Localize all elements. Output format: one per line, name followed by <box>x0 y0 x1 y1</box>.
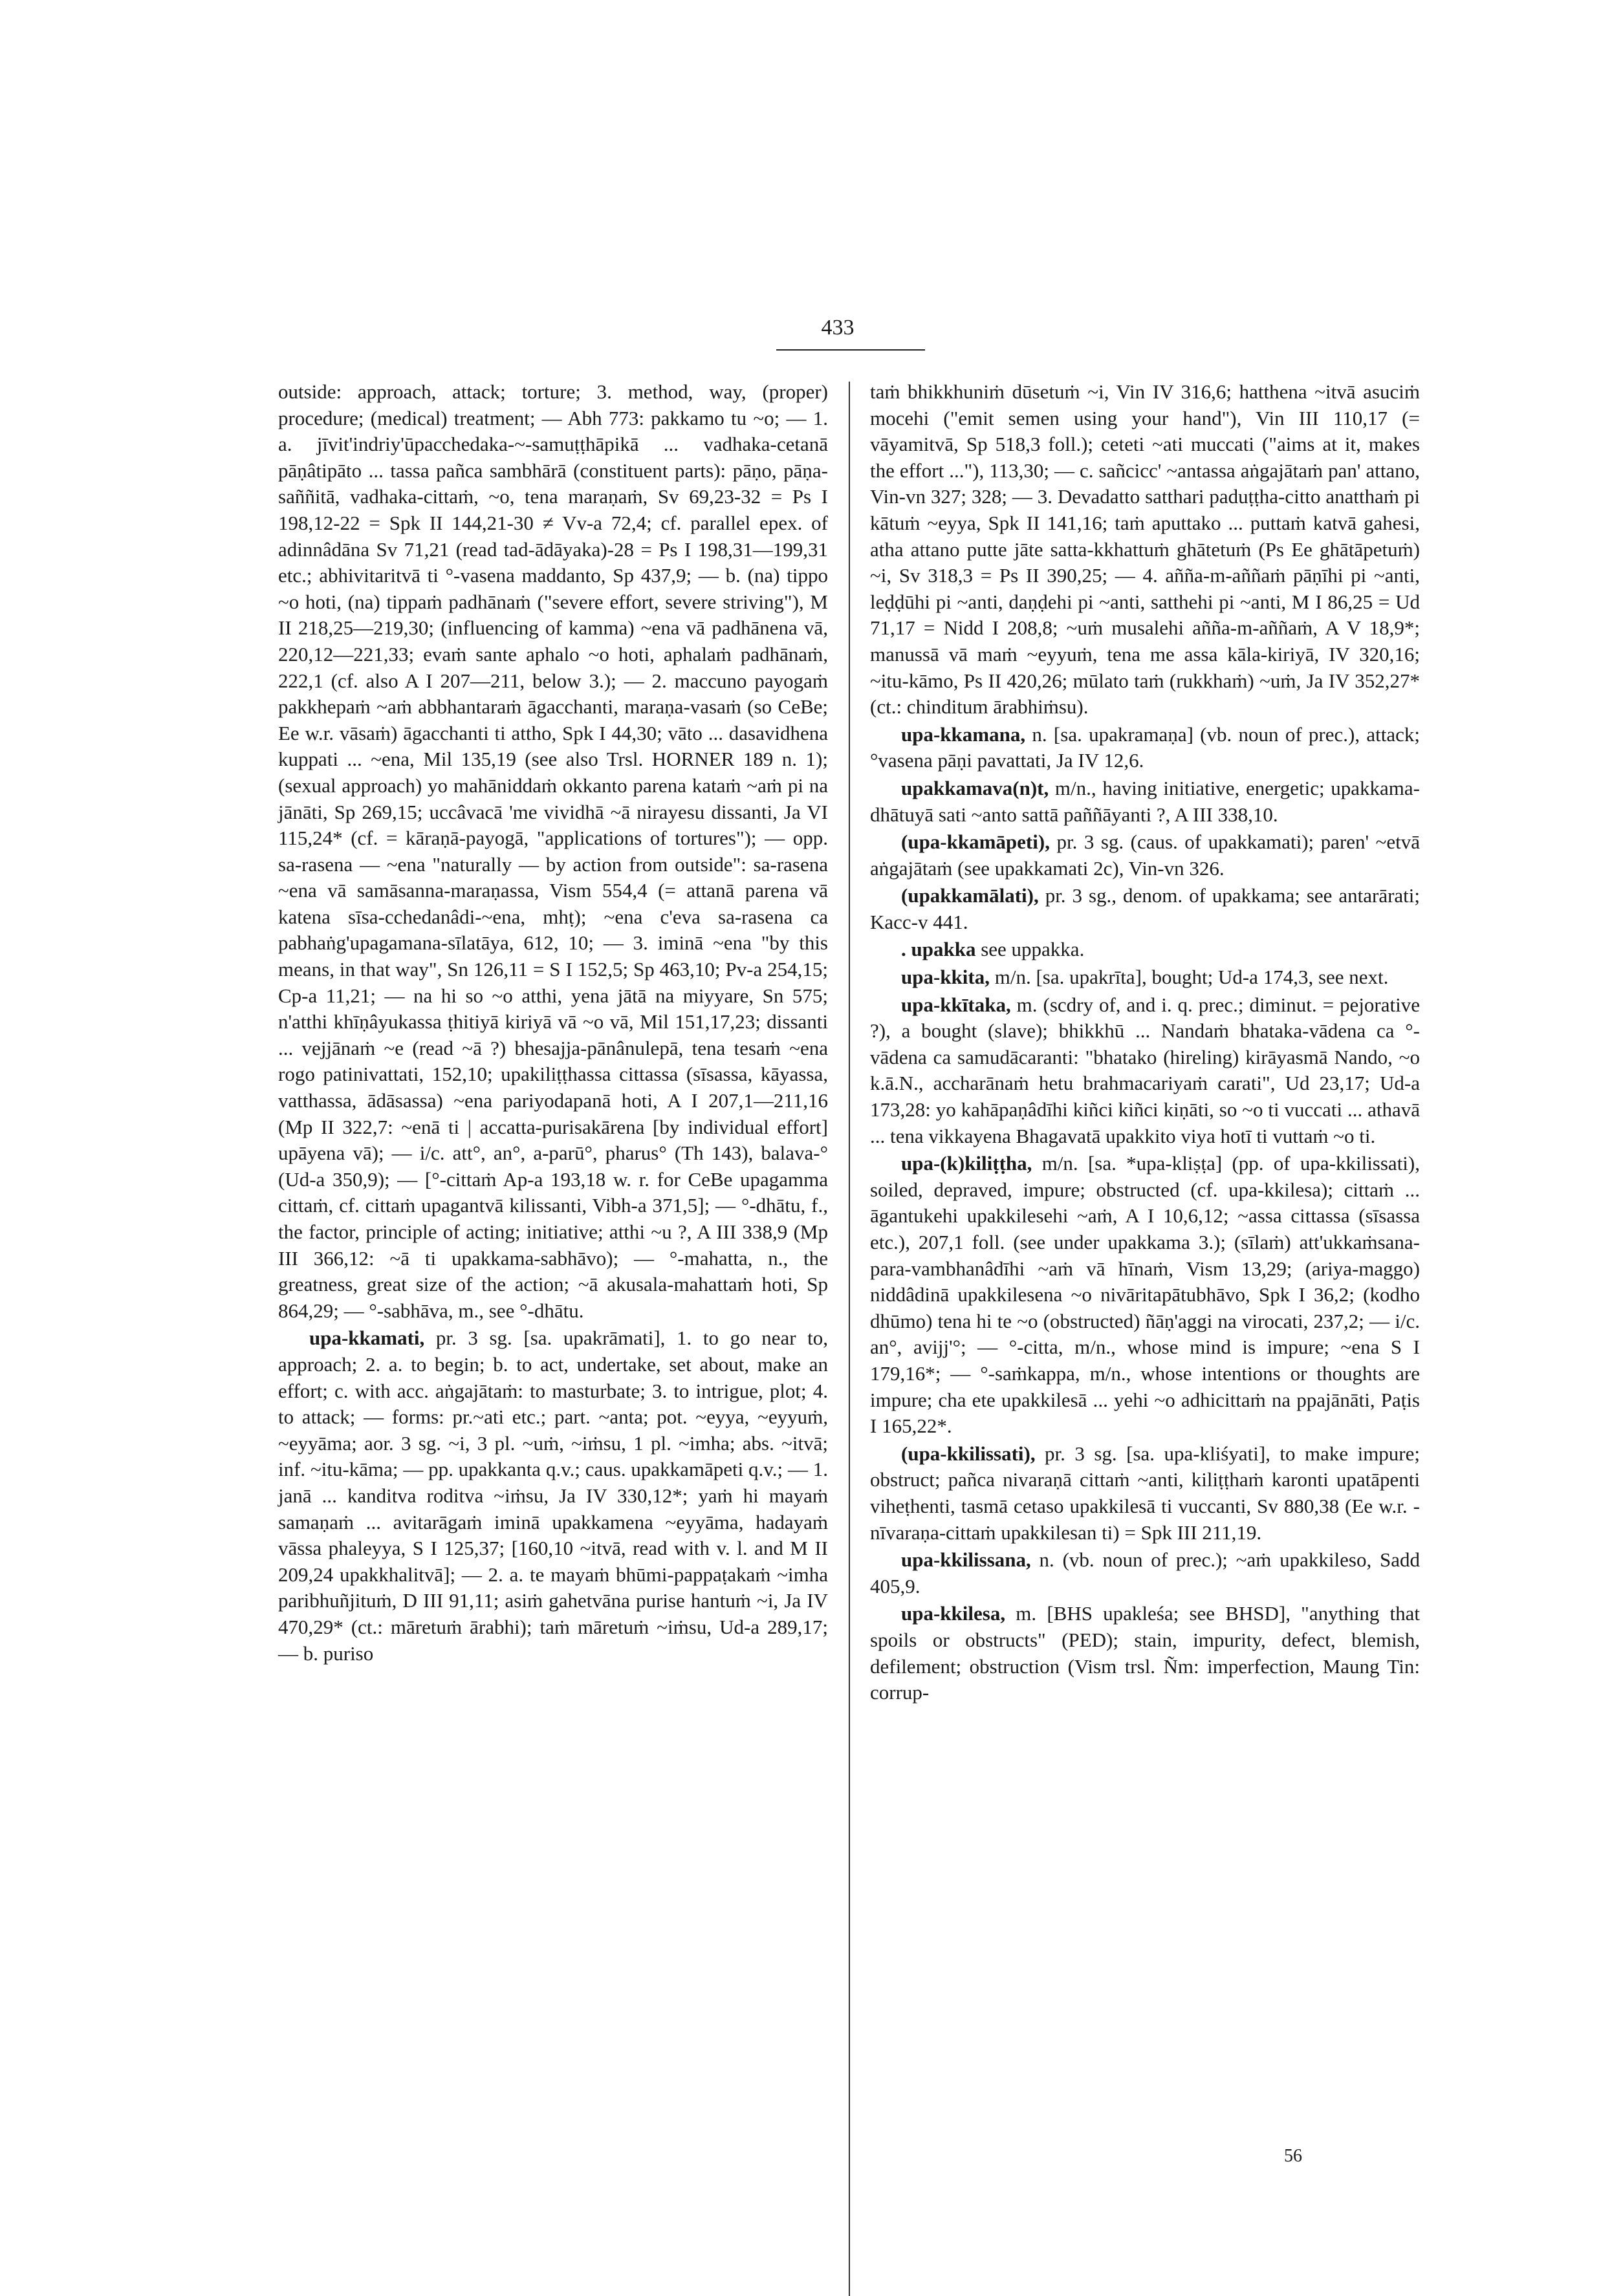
entry-text: m. [BHS upakleśa; see BHSD], "anything that spoils or obstructs" (PED); stain, impurity, defect, blemish, defilement; obstruction (Vism trsl. Ñm: imperfection, Maung Tin: corrup- <box>870 1602 1420 1704</box>
entry-headword: upa-(k)kiliṭṭha, <box>901 1152 1032 1175</box>
entry-text: n. [sa. upakramaṇa] (vb. noun of prec.), attack; °vasena pāṇi pavattati, Ja IV 12,6. <box>870 722 1420 772</box>
dictionary-entry <box>870 722 1420 774</box>
entry-headword: upa-kkilesa, <box>901 1602 1006 1625</box>
right-column <box>870 379 1420 1707</box>
entry-text: outside: approach, attack; torture; 3. method, way, (proper) procedure; (medical) treatment; — Abh 773: pakkamo tu ~o; — 1. a. jīvit'indriy'ūpacchedaka-~-samuṭṭhāpikā ... vadhaka-cetanā pāṇâtipāto ... tassa pañca sambhārā (constituent parts): pāṇo, pāṇa-saññitā, vadhaka-cittaṁ, ~o, tena maraṇaṁ, Sv 69,23-32 = Ps I 198,12-22 = Spk II 144,21-30 ≠ Vv-a 72,4; cf. parallel epex. of adinnâdāna Sv 71,21 (read tad-ādāyaka)-28 = Ps I 198,31—199,31 etc.; abhivitaritvā ti °-vasena maddanto, Sp 437,9; — b. (na) tippo ~o hoti, (na) tippaṁ padhānaṁ ("severe effort, severe striving"), M II 218,25—219,30; (influencing of kamma) ~ena vā padhānena vā, 220,12—221,33; evaṁ sante aphalo ~o hoti, aphalaṁ padhānaṁ, 222,1 (cf. also A I 207—211, below 3.); — 2. maccuno payogaṁ pakkhepaṁ ~aṁ abbhantaraṁ āgacchanti, maraṇa-vasaṁ (so CeBe; Ee w.r. vāsaṁ) āgacchanti ti attho, Spk I 44,30; vāto ... dasavidhena kuppati ... ~ena, Mil 135,19 (see also Trsl. HORNER 189 n. 1); (sexual approach) yo mahāniddaṁ okkanto parena kataṁ ~aṁ pi na jānāti, Sp 269,15; uccâvacā 'me vividhā ~ā nirayesu dissanti, Ja VI 115,24* (cf. = kāraṇā-payogā, "applications of tortures"); — opp. sa-rasena — ~ena "naturally — by action from outside": sa-rasena ~ena vā samāsanna-maraṇassa, Vism 554,4 (= attanā parena vā katena sīsa-cchedanâdi-~ena, mhṭ); ~ena c'eva sa-rasena ca pabhaṅg'upagamana-sīlatāya, 612, 10; — 3. iminā ~ena "by this means, in that way", Sn 126,11 = S I 152,5; Sp 463,10; Pv-a 254,15; Cp-a 11,21; — na hi so ~o atthi, yena jātā na miyyare, Sn 575; n'atthi khīṇâyukassa ṭhitiyā kiriyā vā ~o vā, Mil 151,17,23; dissanti ... vejjānaṁ ~e (read ~ā ?) bhesajja-pānânulepā, tena tesaṁ ~ena rogo patinivattati, 152,10; upakiliṭṭhassa cittassa (sīsassa, kāyassa, vatthassa, ādāsassa) ~ena pariyodapanā hoti, A I 207,1—211,16 (Mp II 322,7: ~enā ti | accatta-purisakārena [by individual effort] upāyena vā); — i/c. att°, an°, a-parū°, pharus° (Th 143), balava-° (Ud-a 350,9); — [°-cittaṁ Ap-a 193,18 w. r. for CeBe upagamma cittaṁ, cf. cittaṁ upagantvā kilissanti, Vibh-a 371,5]; — °-dhātu, f., the factor, principle of acting; initiative; atthi ~u ?, A III 338,9 (Mp III 366,12: ~ā ti upakkama-sabhāvo); — °-mahatta, n., the greatness, great size of the action; ~ā akusala-mahattaṁ hoti, Sp 864,29; — °-sabhāva, m., see °-dhātu. <box>278 380 828 1322</box>
dictionary-entry <box>870 829 1420 882</box>
dictionary-entry <box>870 775 1420 828</box>
dictionary-entry <box>278 1325 828 1667</box>
entry-headword: upakkamava(n)t, <box>901 776 1049 799</box>
entry-text: pr. 3 sg. (caus. of upakkamati); paren' ~etvā aṅgajātaṁ (see upakkamati 2c), Vin-vn 326. <box>870 830 1420 880</box>
entry-headword: upa-kkamana, <box>901 722 1026 746</box>
entry-headword: (upakkamālati), <box>901 884 1039 907</box>
dictionary-entry <box>870 1601 1420 1706</box>
entry-headword: . upakka <box>901 938 976 961</box>
entry-text: pr. 3 sg., denom. of upakkama; see antarārati; Kacc-v 441. <box>870 884 1420 933</box>
page-number-rule <box>776 349 925 351</box>
entry-text: m/n., having initiative, energetic; upakkama-dhātuyā sati ~anto sattā paññāyanti ?, A III 338,10. <box>870 776 1420 826</box>
dictionary-entry <box>870 379 1420 720</box>
dictionary-entry <box>870 1441 1420 1546</box>
dictionary-entry <box>278 379 828 1324</box>
entry-text: see uppakka. <box>975 938 1085 961</box>
entry-text: pr. 3 sg. [sa. upa-kliśyati], to make impure; obstruct; pañca nivaraṇā cittaṁ ~anti, kiliṭṭhaṁ karonti upatāpenti viheṭhenti, tasmā cetaso upakkilesā ti vuccanti, Sv 880,38 (Ee w.r. -nīvaraṇa-cittaṁ upakkilesan ti) = Spk III 211,19. <box>870 1442 1420 1544</box>
entry-headword: upa-kkilissana, <box>901 1548 1031 1572</box>
entry-text: n. (vb. noun of prec.); ~aṁ upakkileso, Sadd 405,9. <box>870 1548 1420 1597</box>
dictionary-entry <box>870 937 1420 963</box>
entry-headword: upa-kkamati, <box>309 1327 425 1350</box>
entry-headword: (upa-kkilissati), <box>901 1442 1036 1465</box>
dictionary-entry <box>870 992 1420 1150</box>
dictionary-entry <box>870 883 1420 935</box>
entry-text: m/n. [sa. upakrīta], bought; Ud-a 174,3, see next. <box>989 966 1389 989</box>
page-number: 433 <box>821 316 855 340</box>
entry-text: pr. 3 sg. [sa. upakrāmati], 1. to go near to, approach; 2. a. to begin; b. to act, undertake, set about, make an effort; c. with acc. aṅgajātaṁ: to masturbate; 3. to intrigue, plot; 4. to attack; — forms: pr.~ati etc.; part. ~anta; pot. ~eyya, ~eyyuṁ, ~eyyāma; aor. 3 sg. ~i, 3 pl. ~uṁ, ~iṁsu, 1 pl. ~imha; abs. ~itvā; inf. ~itu-kāma; — pp. upakkanta q.v.; caus. upakkamāpeti q.v.; — 1. janā ... kanditva roditva ~iṁsu, Ja IV 330,12*; yaṁ hi mayaṁ samaṇaṁ ... avitarāgaṁ iminā upakkamena ~eyyāma, hadayaṁ vāssa phaleyya, S I 125,37; [160,10 ~itvā, read with v. l. and M II 209,24 upakkhalitvā]; — 2. a. te mayaṁ bhūmi-pappaṭakaṁ ~imha paribhuñjituṁ, D III 91,11; asiṁ gahetvāna purise hantuṁ ~i, Ja IV 470,29* (ct.: māretuṁ ārabhi); taṁ māretuṁ ~iṁsu, Ud-a 289,17; — b. puriso <box>278 1327 828 1665</box>
left-column <box>278 379 828 1668</box>
dictionary-entry <box>870 964 1420 991</box>
dictionary-entry <box>870 1151 1420 1440</box>
entry-headword: (upa-kkamāpeti), <box>901 830 1050 854</box>
column-divider <box>849 382 850 2296</box>
signature-mark: 56 <box>1284 2146 1302 2166</box>
entry-text: m/n. [sa. *upa-kliṣṭa] (pp. of upa-kkilissati), soiled, depraved, impure; obstructed (cf. upa-kkilesa); cittaṁ ... āgantukehi upakkilesehi ~aṁ, A I 10,6,12; ~assa cittassa (sīsassa etc.), 207,1 foll. (see under upakkama 3.); (sīlaṁ) att'ukkaṁsana-para-vambhanâdīhi ~aṁ vā hīnaṁ, Vism 13,29; (ariya-maggo) niddâdinā upakkilesena ~o nivāritapātubhāvo, Spk I 36,2; (kodho dhūmo) tena hi te ~o (obstructed) ñāṇ'aggi na virocati, 237,2; — i/c. an°, avijj'°; — °-citta, m/n., whose mind is impure; ~ena S I 179,16*; — °-saṁkappa, m/n., whose intentions or thoughts are impure; cha ete upakkilesā ... yehi ~o adhicittaṁ na ppajānāti, Paṭis I 165,22*. <box>870 1152 1420 1438</box>
dictionary-entry <box>870 1547 1420 1599</box>
entry-text: taṁ bhikkhuniṁ dūsetuṁ ~i, Vin IV 316,6; hatthena ~itvā asuciṁ mocehi ("emit semen using your hand"), Vin III 110,17 (= vāyamitvā, Sp 518,3 foll.); ceteti ~ati muccati ("aims at it, makes the effort ..."), 113,30; — c. sañcicc' ~antassa aṅgajātaṁ pan' attano, Vin-vn 327; 328; — 3. Devadatto satthari paduṭṭha-citto anatthaṁ pi kātuṁ ~eyya, Spk II 141,16; taṁ aputtako ... puttaṁ katvā gahesi, atha attano putte jāte satta-kkhattuṁ ghātetuṁ (Ps Ee ghātāpetuṁ) ~i, Sv 318,3 = Ps II 390,25; — 4. añña-m-aññaṁ pāṇīhi pi ~anti, leḍḍūhi pi ~anti, daṇḍehi pi ~anti, satthehi pi ~anti, M I 86,25 = Ud 71,17 = Nidd I 208,8; ~uṁ musalehi añña-m-aññaṁ, A V 18,9*; manussā vā maṁ ~eyyuṁ, tena me assa kāla-kiriyā, IV 320,16; ~itu-kāmo, Ps II 420,26; mūlato taṁ (rukkhaṁ) ~uṁ, Ja IV 352,27* (ct.: chinditum ārabhiṁsu). <box>870 380 1420 719</box>
entry-text: m. (scdry of, and i. q. prec.; diminut. = pejorative ?), a bought (slave); bhikkhū ... Nandaṁ bhataka-vādena ca °-vādena ca samudācaranti: "bhatako (hireling) kirāyasmā Nando, ~o k.ā.N., accharānaṁ hetu brahmacariyaṁ carati", Ud 23,17; Ud-a 173,28: yo kahāpaṇâdīhi kiñci kiñci kiṇāti, so ~o ti vuccati ... athavā ... tena vikkayena Bhagavatā upakkito viya hotī ti vuttaṁ ~o ti. <box>870 993 1420 1147</box>
entry-headword: upa-kkītaka, <box>901 993 1011 1016</box>
entry-headword: upa-kkita, <box>901 966 990 989</box>
